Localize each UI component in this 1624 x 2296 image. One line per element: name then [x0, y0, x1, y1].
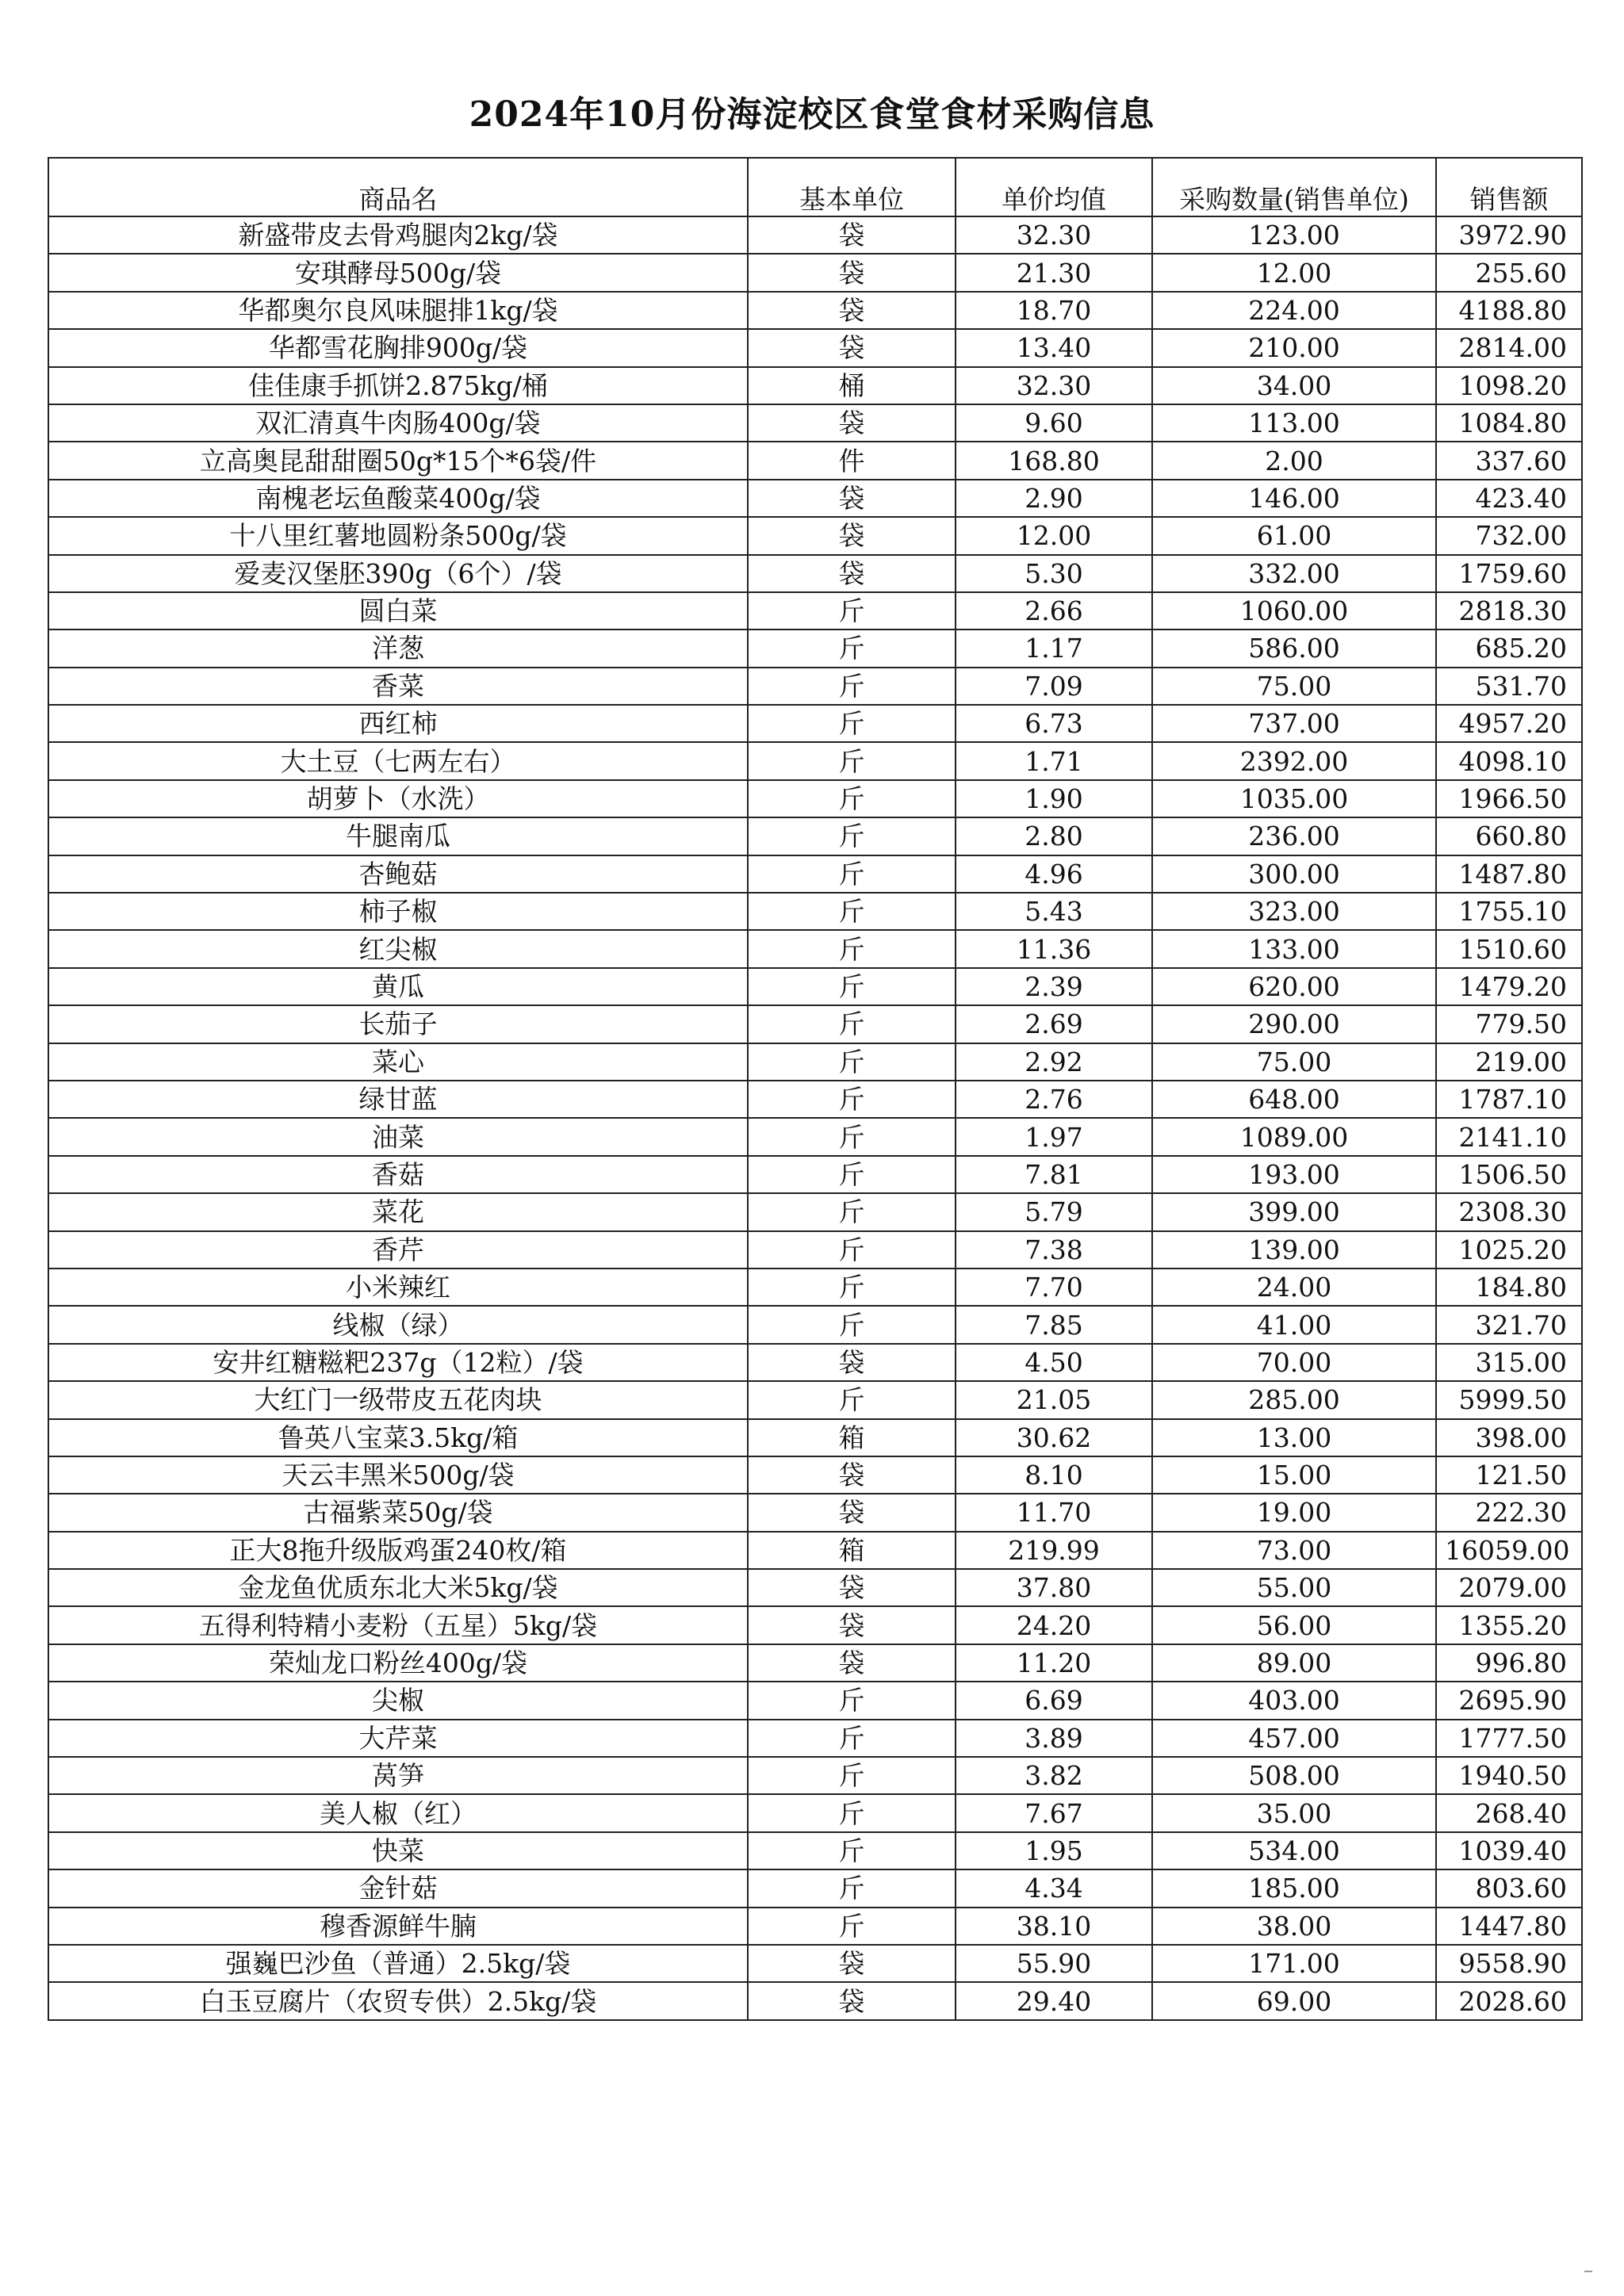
unit-cell: 斤: [748, 1231, 956, 1269]
product-name-cell: 五得利特精小麦粉（五星）5kg/袋: [48, 1606, 748, 1644]
amount-cell: 16059.00: [1436, 1532, 1582, 1569]
price-cell: 2.80: [956, 817, 1152, 855]
unit-cell: 袋: [748, 1456, 956, 1494]
product-name-cell: 天云丰黑米500g/袋: [48, 1456, 748, 1494]
product-name-cell: 金针菇: [48, 1869, 748, 1907]
table-header-row: [48, 158, 1582, 216]
quantity-cell: 620.00: [1152, 968, 1436, 1005]
amount-cell: 2695.90: [1436, 1682, 1582, 1719]
unit-cell: 斤: [748, 1832, 956, 1869]
amount-cell: 803.60: [1436, 1869, 1582, 1907]
amount-cell: 4098.10: [1436, 742, 1582, 779]
price-cell: 1.17: [956, 629, 1152, 667]
table-row: [48, 1231, 1582, 1269]
table-row: [48, 1456, 1582, 1494]
price-cell: 8.10: [956, 1456, 1152, 1494]
unit-cell: 斤: [748, 1757, 956, 1794]
price-cell: 2.66: [956, 592, 1152, 629]
unit-cell: 袋: [748, 329, 956, 366]
quantity-cell: 332.00: [1152, 555, 1436, 592]
quantity-cell: 19.00: [1152, 1494, 1436, 1531]
amount-cell: 996.80: [1436, 1644, 1582, 1682]
quantity-cell: 75.00: [1152, 668, 1436, 705]
price-cell: 38.10: [956, 1908, 1152, 1945]
price-cell: 21.30: [956, 254, 1152, 291]
price-cell: 37.80: [956, 1569, 1152, 1606]
unit-cell: 斤: [748, 893, 956, 930]
price-cell: 7.85: [956, 1306, 1152, 1343]
amount-cell: 1966.50: [1436, 780, 1582, 817]
amount-cell: 1447.80: [1436, 1908, 1582, 1945]
price-cell: 18.70: [956, 292, 1152, 329]
quantity-cell: 236.00: [1152, 817, 1436, 855]
price-cell: 168.80: [956, 442, 1152, 479]
table-row: [48, 592, 1582, 629]
unit-cell: 斤: [748, 705, 956, 742]
unit-cell: 袋: [748, 1945, 956, 1982]
quantity-cell: 123.00: [1152, 216, 1436, 254]
unit-cell: 袋: [748, 1606, 956, 1644]
price-cell: 11.20: [956, 1644, 1152, 1682]
price-cell: 1.97: [956, 1118, 1152, 1155]
product-name-cell: 菜花: [48, 1193, 748, 1230]
product-name-cell: 香菇: [48, 1156, 748, 1193]
price-cell: 11.36: [956, 930, 1152, 967]
amount-cell: 2814.00: [1436, 329, 1582, 366]
unit-cell: 袋: [748, 404, 956, 442]
price-cell: 5.79: [956, 1193, 1152, 1230]
unit-cell: 袋: [748, 1644, 956, 1682]
amount-cell: 1084.80: [1436, 404, 1582, 442]
price-cell: 3.82: [956, 1757, 1152, 1794]
amount-cell: 321.70: [1436, 1306, 1582, 1343]
product-name-cell: 快菜: [48, 1832, 748, 1869]
table-row: [48, 1118, 1582, 1155]
product-name-cell: 胡萝卜（水洗）: [48, 780, 748, 817]
unit-cell: 袋: [748, 1494, 956, 1531]
quantity-cell: 457.00: [1152, 1720, 1436, 1757]
table-row: [48, 1606, 1582, 1644]
amount-cell: 2028.60: [1436, 1982, 1582, 2019]
price-cell: 29.40: [956, 1982, 1152, 2019]
table-row: [48, 780, 1582, 817]
quantity-cell: 210.00: [1152, 329, 1436, 366]
table-row: [48, 404, 1582, 442]
product-name-cell: 杏鲍菇: [48, 855, 748, 893]
amount-cell: 398.00: [1436, 1419, 1582, 1456]
price-cell: 2.39: [956, 968, 1152, 1005]
quantity-cell: 56.00: [1152, 1606, 1436, 1644]
quantity-cell: 35.00: [1152, 1794, 1436, 1831]
product-name-cell: 金龙鱼优质东北大米5kg/袋: [48, 1569, 748, 1606]
quantity-cell: 146.00: [1152, 480, 1436, 517]
table-row: [48, 216, 1582, 254]
amount-cell: 3972.90: [1436, 216, 1582, 254]
price-cell: 5.43: [956, 893, 1152, 930]
quantity-cell: 285.00: [1152, 1381, 1436, 1418]
price-cell: 7.70: [956, 1269, 1152, 1306]
amount-cell: 1510.60: [1436, 930, 1582, 967]
product-name-cell: 大红门一级带皮五花肉块: [48, 1381, 748, 1418]
purchase-table: [48, 157, 1583, 2021]
quantity-cell: 113.00: [1152, 404, 1436, 442]
table-row: [48, 1869, 1582, 1907]
table-row: [48, 1344, 1582, 1381]
product-name-cell: 华都奥尔良风味腿排1kg/袋: [48, 292, 748, 329]
quantity-cell: 224.00: [1152, 292, 1436, 329]
unit-cell: 袋: [748, 480, 956, 517]
unit-cell: 斤: [748, 1794, 956, 1831]
product-name-cell: 立高奥昆甜甜圈50g*15个*6袋/件: [48, 442, 748, 479]
quantity-cell: 290.00: [1152, 1005, 1436, 1043]
quantity-cell: 737.00: [1152, 705, 1436, 742]
product-name-cell: 绿甘蓝: [48, 1081, 748, 1118]
price-cell: 2.69: [956, 1005, 1152, 1043]
product-name-cell: 菜心: [48, 1043, 748, 1081]
table-row: [48, 1381, 1582, 1418]
table-row: [48, 1757, 1582, 1794]
table-row: [48, 442, 1582, 479]
amount-cell: 121.50: [1436, 1456, 1582, 1494]
amount-cell: 222.30: [1436, 1494, 1582, 1531]
quantity-cell: 69.00: [1152, 1982, 1436, 2019]
unit-cell: 斤: [748, 592, 956, 629]
table-row: [48, 817, 1582, 855]
quantity-cell: 1060.00: [1152, 592, 1436, 629]
header-avg-price: 单价均值: [956, 158, 1152, 216]
price-cell: 1.71: [956, 742, 1152, 779]
unit-cell: 箱: [748, 1532, 956, 1569]
quantity-cell: 41.00: [1152, 1306, 1436, 1343]
product-name-cell: 大芹菜: [48, 1720, 748, 1757]
product-name-cell: 油菜: [48, 1118, 748, 1155]
amount-cell: 660.80: [1436, 817, 1582, 855]
price-cell: 7.38: [956, 1231, 1152, 1269]
unit-cell: 斤: [748, 1306, 956, 1343]
product-name-cell: 小米辣红: [48, 1269, 748, 1306]
amount-cell: 5999.50: [1436, 1381, 1582, 1418]
product-name-cell: 十八里红薯地圆粉条500g/袋: [48, 517, 748, 554]
amount-cell: 685.20: [1436, 629, 1582, 667]
table-row: [48, 1908, 1582, 1945]
corner-mark: [1584, 2271, 1592, 2272]
amount-cell: 4957.20: [1436, 705, 1582, 742]
table-row: [48, 1794, 1582, 1831]
unit-cell: 斤: [748, 1005, 956, 1043]
table-row: [48, 1569, 1582, 1606]
table-row: [48, 1269, 1582, 1306]
price-cell: 32.30: [956, 216, 1152, 254]
amount-cell: 732.00: [1436, 517, 1582, 554]
table-row: [48, 329, 1582, 366]
quantity-cell: 73.00: [1152, 1532, 1436, 1569]
quantity-cell: 193.00: [1152, 1156, 1436, 1193]
amount-cell: 779.50: [1436, 1005, 1582, 1043]
amount-cell: 1777.50: [1436, 1720, 1582, 1757]
table-row: [48, 893, 1582, 930]
quantity-cell: 13.00: [1152, 1419, 1436, 1456]
product-name-cell: 古福紫菜50g/袋: [48, 1494, 748, 1531]
table-row: [48, 1043, 1582, 1081]
product-name-cell: 大土豆（七两左右）: [48, 742, 748, 779]
table-row: [48, 254, 1582, 291]
unit-cell: 斤: [748, 1156, 956, 1193]
amount-cell: 4188.80: [1436, 292, 1582, 329]
table-row: [48, 1081, 1582, 1118]
price-cell: 2.76: [956, 1081, 1152, 1118]
product-name-cell: 强巍巴沙鱼（普通）2.5kg/袋: [48, 1945, 748, 1982]
product-name-cell: 柿子椒: [48, 893, 748, 930]
unit-cell: 袋: [748, 1982, 956, 2019]
quantity-cell: 139.00: [1152, 1231, 1436, 1269]
table-row: [48, 1720, 1582, 1757]
unit-cell: 斤: [748, 930, 956, 967]
quantity-cell: 2.00: [1152, 442, 1436, 479]
unit-cell: 箱: [748, 1419, 956, 1456]
unit-cell: 斤: [748, 817, 956, 855]
product-name-cell: 莴笋: [48, 1757, 748, 1794]
table-row: [48, 292, 1582, 329]
quantity-cell: 171.00: [1152, 1945, 1436, 1982]
price-cell: 9.60: [956, 404, 1152, 442]
price-cell: 6.69: [956, 1682, 1152, 1719]
product-name-cell: 爱麦汉堡胚390g（6个）/袋: [48, 555, 748, 592]
product-name-cell: 香菜: [48, 668, 748, 705]
unit-cell: 斤: [748, 968, 956, 1005]
product-name-cell: 正大8拖升级版鸡蛋240枚/箱: [48, 1532, 748, 1569]
quantity-cell: 534.00: [1152, 1832, 1436, 1869]
table-row: [48, 629, 1582, 667]
table-row: [48, 668, 1582, 705]
price-cell: 55.90: [956, 1945, 1152, 1982]
quantity-cell: 1089.00: [1152, 1118, 1436, 1155]
price-cell: 5.30: [956, 555, 1152, 592]
amount-cell: 2141.10: [1436, 1118, 1582, 1155]
unit-cell: 斤: [748, 1269, 956, 1306]
amount-cell: 1039.40: [1436, 1832, 1582, 1869]
quantity-cell: 38.00: [1152, 1908, 1436, 1945]
price-cell: 21.05: [956, 1381, 1152, 1418]
product-name-cell: 鲁英八宝菜3.5kg/箱: [48, 1419, 748, 1456]
amount-cell: 2308.30: [1436, 1193, 1582, 1230]
product-name-cell: 红尖椒: [48, 930, 748, 967]
amount-cell: 1506.50: [1436, 1156, 1582, 1193]
unit-cell: 袋: [748, 254, 956, 291]
price-cell: 7.81: [956, 1156, 1152, 1193]
unit-cell: 斤: [748, 668, 956, 705]
unit-cell: 斤: [748, 1118, 956, 1155]
price-cell: 1.90: [956, 780, 1152, 817]
amount-cell: 9558.90: [1436, 1945, 1582, 1982]
unit-cell: 斤: [748, 742, 956, 779]
quantity-cell: 133.00: [1152, 930, 1436, 967]
quantity-cell: 2392.00: [1152, 742, 1436, 779]
unit-cell: 袋: [748, 216, 956, 254]
amount-cell: 184.80: [1436, 1269, 1582, 1306]
unit-cell: 袋: [748, 517, 956, 554]
amount-cell: 268.40: [1436, 1794, 1582, 1831]
table-row: [48, 1494, 1582, 1531]
table-row: [48, 1832, 1582, 1869]
quantity-cell: 586.00: [1152, 629, 1436, 667]
quantity-cell: 70.00: [1152, 1344, 1436, 1381]
table-row: [48, 968, 1582, 1005]
table-row: [48, 1532, 1582, 1569]
unit-cell: 斤: [748, 1081, 956, 1118]
header-product-name: 商品名: [48, 158, 748, 216]
header-sales-amount: 销售额: [1436, 158, 1582, 216]
table-row: [48, 1193, 1582, 1230]
quantity-cell: 61.00: [1152, 517, 1436, 554]
unit-cell: 斤: [748, 855, 956, 893]
header-quantity: 采购数量(销售单位): [1152, 158, 1436, 216]
quantity-cell: 75.00: [1152, 1043, 1436, 1081]
product-name-cell: 美人椒（红）: [48, 1794, 748, 1831]
price-cell: 4.34: [956, 1869, 1152, 1907]
amount-cell: 531.70: [1436, 668, 1582, 705]
unit-cell: 桶: [748, 367, 956, 404]
amount-cell: 1355.20: [1436, 1606, 1582, 1644]
amount-cell: 1787.10: [1436, 1081, 1582, 1118]
quantity-cell: 508.00: [1152, 1757, 1436, 1794]
price-cell: 11.70: [956, 1494, 1152, 1531]
product-name-cell: 黄瓜: [48, 968, 748, 1005]
quantity-cell: 15.00: [1152, 1456, 1436, 1494]
table-row: [48, 705, 1582, 742]
product-name-cell: 安琪酵母500g/袋: [48, 254, 748, 291]
price-cell: 6.73: [956, 705, 1152, 742]
product-name-cell: 白玉豆腐片（农贸专供）2.5kg/袋: [48, 1982, 748, 2019]
quantity-cell: 1035.00: [1152, 780, 1436, 817]
unit-cell: 斤: [748, 780, 956, 817]
price-cell: 219.99: [956, 1532, 1152, 1569]
product-name-cell: 洋葱: [48, 629, 748, 667]
unit-cell: 斤: [748, 1869, 956, 1907]
price-cell: 7.67: [956, 1794, 1152, 1831]
product-name-cell: 华都雪花胸排900g/袋: [48, 329, 748, 366]
quantity-cell: 34.00: [1152, 367, 1436, 404]
amount-cell: 315.00: [1436, 1344, 1582, 1381]
product-name-cell: 双汇清真牛肉肠400g/袋: [48, 404, 748, 442]
product-name-cell: 牛腿南瓜: [48, 817, 748, 855]
price-cell: 7.09: [956, 668, 1152, 705]
amount-cell: 2818.30: [1436, 592, 1582, 629]
quantity-cell: 55.00: [1152, 1569, 1436, 1606]
page-title: 2024年10月份海淀校区食堂食材采购信息: [469, 94, 1155, 135]
table-row: [48, 742, 1582, 779]
unit-cell: 斤: [748, 629, 956, 667]
quantity-cell: 89.00: [1152, 1644, 1436, 1682]
unit-cell: 袋: [748, 1344, 956, 1381]
unit-cell: 袋: [748, 555, 956, 592]
table-row: [48, 1156, 1582, 1193]
table-row: [48, 1306, 1582, 1343]
table-row: [48, 555, 1582, 592]
unit-cell: 斤: [748, 1720, 956, 1757]
price-cell: 13.40: [956, 329, 1152, 366]
price-cell: 32.30: [956, 367, 1152, 404]
product-name-cell: 安井红糖糍粑237g（12粒）/袋: [48, 1344, 748, 1381]
amount-cell: 337.60: [1436, 442, 1582, 479]
price-cell: 24.20: [956, 1606, 1152, 1644]
product-name-cell: 佳佳康手抓饼2.875kg/桶: [48, 367, 748, 404]
amount-cell: 1479.20: [1436, 968, 1582, 1005]
header-base-unit: 基本单位: [748, 158, 956, 216]
quantity-cell: 399.00: [1152, 1193, 1436, 1230]
unit-cell: 斤: [748, 1193, 956, 1230]
product-name-cell: 长茄子: [48, 1005, 748, 1043]
table-row: [48, 480, 1582, 517]
quantity-cell: 323.00: [1152, 893, 1436, 930]
quantity-cell: 24.00: [1152, 1269, 1436, 1306]
price-cell: 30.62: [956, 1419, 1152, 1456]
price-cell: 4.96: [956, 855, 1152, 893]
quantity-cell: 12.00: [1152, 254, 1436, 291]
amount-cell: 423.40: [1436, 480, 1582, 517]
quantity-cell: 648.00: [1152, 1081, 1436, 1118]
table-row: [48, 367, 1582, 404]
price-cell: 3.89: [956, 1720, 1152, 1757]
price-cell: 1.95: [956, 1832, 1152, 1869]
unit-cell: 斤: [748, 1381, 956, 1418]
amount-cell: 1487.80: [1436, 855, 1582, 893]
price-cell: 4.50: [956, 1344, 1152, 1381]
price-cell: 2.90: [956, 480, 1152, 517]
product-name-cell: 穆香源鲜牛腩: [48, 1908, 748, 1945]
unit-cell: 斤: [748, 1908, 956, 1945]
product-name-cell: 荣灿龙口粉丝400g/袋: [48, 1644, 748, 1682]
table-row: [48, 1419, 1582, 1456]
product-name-cell: 线椒（绿）: [48, 1306, 748, 1343]
quantity-cell: 403.00: [1152, 1682, 1436, 1719]
amount-cell: 1025.20: [1436, 1231, 1582, 1269]
amount-cell: 2079.00: [1436, 1569, 1582, 1606]
product-name-cell: 香芹: [48, 1231, 748, 1269]
table-row: [48, 855, 1582, 893]
price-cell: 2.92: [956, 1043, 1152, 1081]
table-row: [48, 1005, 1582, 1043]
product-name-cell: 尖椒: [48, 1682, 748, 1719]
amount-cell: 1755.10: [1436, 893, 1582, 930]
amount-cell: 255.60: [1436, 254, 1582, 291]
table-row: [48, 1945, 1582, 1982]
product-name-cell: 南槐老坛鱼酸菜400g/袋: [48, 480, 748, 517]
quantity-cell: 300.00: [1152, 855, 1436, 893]
unit-cell: 袋: [748, 1569, 956, 1606]
unit-cell: 斤: [748, 1682, 956, 1719]
quantity-cell: 185.00: [1152, 1869, 1436, 1907]
table-row: [48, 1682, 1582, 1719]
table-row: [48, 517, 1582, 554]
product-name-cell: 新盛带皮去骨鸡腿肉2kg/袋: [48, 216, 748, 254]
price-cell: 12.00: [956, 517, 1152, 554]
amount-cell: 1098.20: [1436, 367, 1582, 404]
table-row: [48, 930, 1582, 967]
amount-cell: 1940.50: [1436, 1757, 1582, 1794]
product-name-cell: 圆白菜: [48, 592, 748, 629]
table-row: [48, 1982, 1582, 2019]
product-name-cell: 西红柿: [48, 705, 748, 742]
table-row: [48, 1644, 1582, 1682]
unit-cell: 斤: [748, 1043, 956, 1081]
amount-cell: 1759.60: [1436, 555, 1582, 592]
amount-cell: 219.00: [1436, 1043, 1582, 1081]
unit-cell: 袋: [748, 292, 956, 329]
unit-cell: 件: [748, 442, 956, 479]
